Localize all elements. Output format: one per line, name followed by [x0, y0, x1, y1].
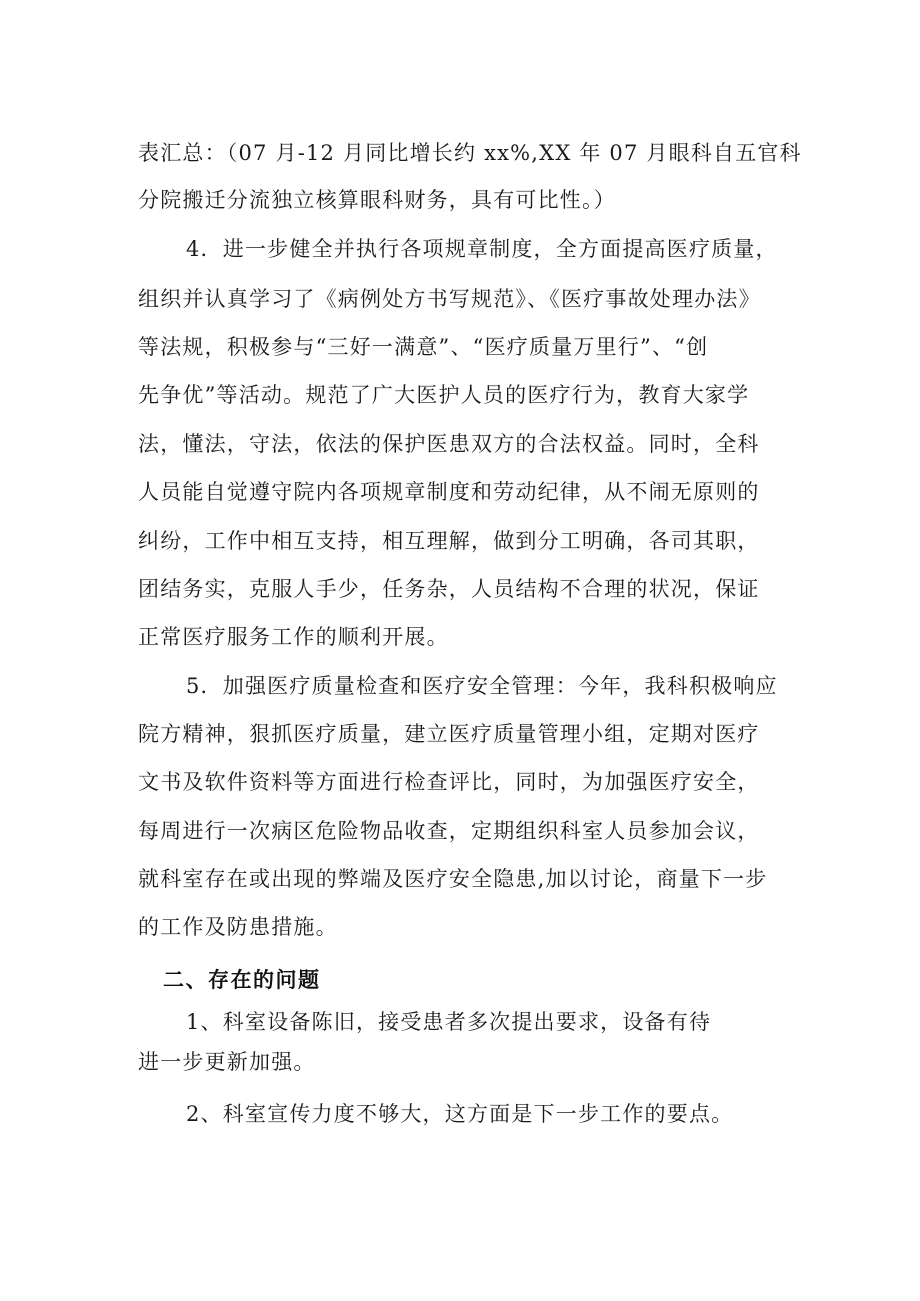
text-line: 的工作及防患措施。 [138, 915, 338, 939]
text-line: 表汇总：（07 月-12 月同比增长约 xx%,XX 年 07 月眼科自五官科 [138, 141, 802, 165]
text-line: 正常医疗服务工作的顺利开展。 [138, 625, 449, 649]
text-line: 纠纷，工作中相互支持，相互理解，做到分工明确，各司其职， [138, 529, 760, 553]
text-line: 5．加强医疗质量检查和医疗安全管理：今年，我科积极响应 [186, 674, 778, 698]
text-line: 先争优”等活动。规范了广大医护人员的医疗行为，教育大家学 [138, 383, 750, 407]
text-line: 人员能自觉遵守院内各项规章制度和劳动纪律，从不闹无原则的 [138, 480, 760, 504]
text-line: 文书及软件资料等方面进行检查评比，同时，为加强医疗安全， [138, 770, 760, 794]
text-line: 每周进行一次病区危险物品收查，定期组织科室人员参加会议， [138, 819, 760, 843]
section-heading: 二、存在的问题 [163, 968, 321, 992]
text-line: 4．进一步健全并执行各项规章制度，全方面提高医疗质量， [186, 237, 778, 261]
text-line: 就科室存在或出现的弊端及医疗安全隐患,加以讨论，商量下一步 [138, 867, 768, 891]
text-line: 组织并认真学习了《病例处方书写规范》、《医疗事故处理办法》 [138, 287, 761, 311]
text-line: 团结务实，克服人手少，任务杂，人员结构不合理的状况，保证 [138, 577, 760, 601]
text-line: 1、科室设备陈旧，接受患者多次提出要求，设备有待 [186, 1010, 712, 1034]
text-line: 2、科室宣传力度不够大，这方面是下一步工作的要点。 [186, 1102, 734, 1126]
text-line: 分院搬迁分流独立核算眼科财务，具有可比性。） [138, 188, 616, 212]
text-line: 进一步更新加强。 [138, 1050, 316, 1074]
text-line: 等法规，积极参与“三好一满意”、“医疗质量万里行”、“创 [138, 335, 709, 359]
text-line: 院方精神，狠抓医疗质量，建立医疗质量管理小组，定期对医疗 [138, 722, 760, 746]
text-line: 法，懂法，守法，依法的保护医患双方的合法权益。同时，全科 [138, 432, 760, 456]
